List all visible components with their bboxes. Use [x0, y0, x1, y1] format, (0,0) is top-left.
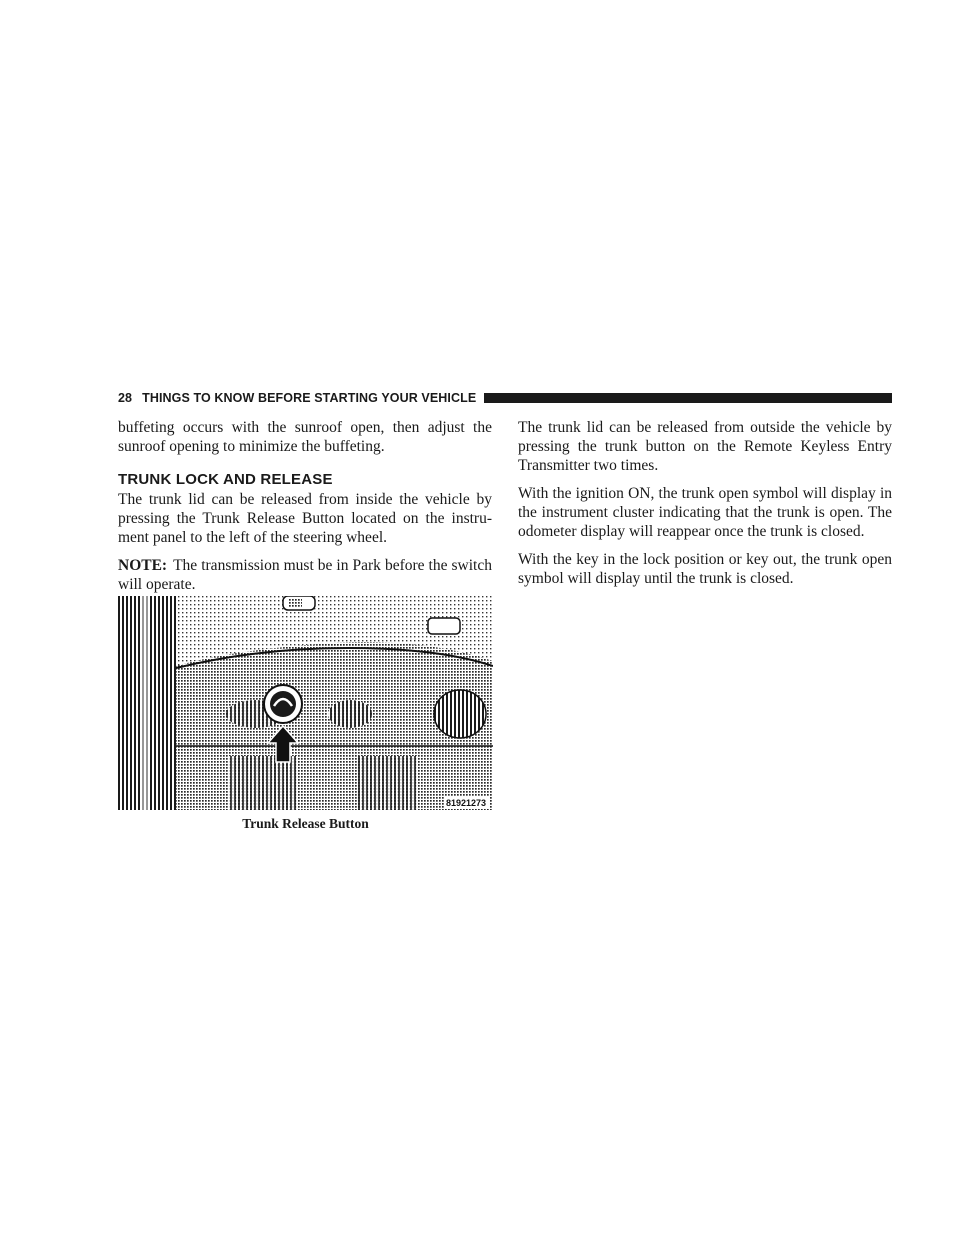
note-label: NOTE: — [118, 557, 168, 574]
left-column — [118, 418, 492, 603]
page-header — [118, 389, 892, 406]
remote-release-paragraph: The trunk lid can be released from outside the vehicle by pressing the trunk button on the Remote Keyless Entry Transmitter two times. — [518, 419, 892, 474]
figure-code: 81921273 — [445, 798, 487, 808]
trunk-release-figure — [118, 596, 493, 810]
continuation-paragraph: buffeting occurs with the sunroof open, then adjust the sunroof opening to minimize the buffeting. — [118, 419, 492, 455]
right-column — [518, 418, 892, 597]
figure-caption: Trunk Release Button — [242, 816, 369, 831]
note-text: The transmission must be in Park before the switch will operate. — [118, 557, 492, 593]
page-number: 28 — [118, 390, 133, 405]
trunk-release-paragraph: The trunk lid can be released from inside the vehicle by pressing the Trunk Release Button located on the instru-ment panel to the left of the steering wheel. — [118, 491, 492, 546]
ignition-on-paragraph: With the ignition ON, the trunk open symbol will display in the instrument cluster indicating that the trunk is open. The odometer display will reappear once the trunk is closed. — [518, 485, 892, 540]
key-out-paragraph: With the key in the lock position or key out, the trunk open symbol will display until the trunk is closed. — [518, 551, 892, 587]
section-heading: TRUNK LOCK AND RELEASE — [118, 471, 333, 488]
note-paragraph — [118, 556, 492, 594]
section-title: THINGS TO KNOW BEFORE STARTING YOUR VEHICLE — [142, 390, 477, 405]
header-rule — [484, 393, 892, 403]
